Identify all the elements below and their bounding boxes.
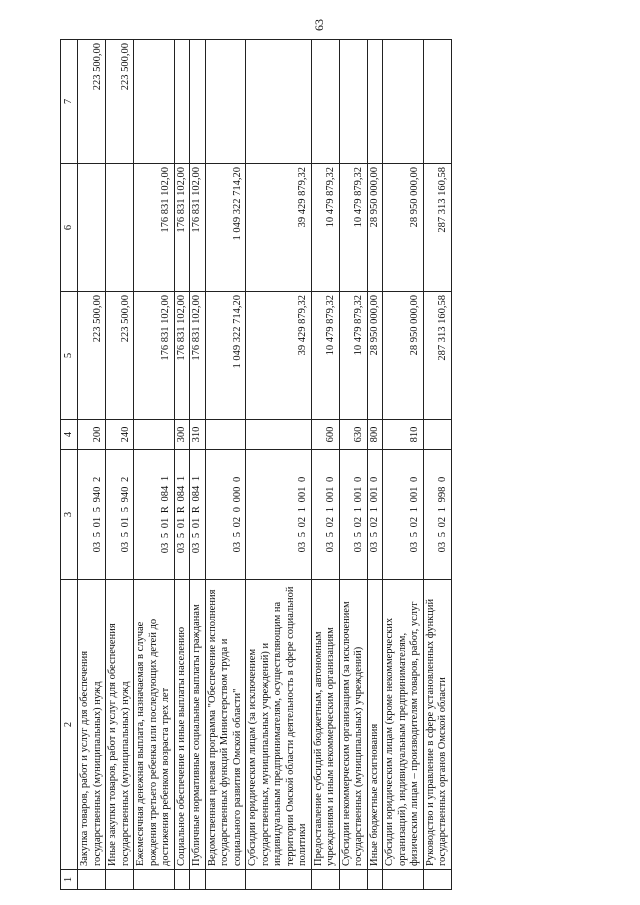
amount-col5-cell: 223 500,00 [78, 292, 106, 420]
budget-code-cell: 03 5 02 1 001 0 [339, 450, 367, 580]
amount-col5-cell: 287 313 160,58 [423, 292, 451, 420]
item-name-cell: Предоставление субсидий бюджетным, автономным учреждениям и иным некоммерческим организациям [311, 580, 339, 870]
row-number-cell [383, 870, 424, 890]
table-row [190, 40, 206, 890]
item-name-cell: Социальное обеспечение и иные выплаты населению [174, 580, 190, 870]
budget-code-cell: 03 5 01 5 940 2 [106, 450, 134, 580]
expense-type-cell: 800 [367, 420, 383, 450]
amount-col5-cell: 176 831 102,00 [190, 292, 206, 420]
amount-col5-cell: 176 831 102,00 [134, 292, 175, 420]
expense-type-cell [134, 420, 175, 450]
item-name-cell: Субсидии некоммерческим организациям (за исключением государственных (муниципальных) учреждений) [339, 580, 367, 870]
expense-type-cell: 630 [339, 420, 367, 450]
row-number-cell [423, 870, 451, 890]
budget-code-cell: 03 5 01 R 084 1 [190, 450, 206, 580]
amount-col5-cell: 10 479 879,32 [311, 292, 339, 420]
amount-col5-cell: 10 479 879,32 [339, 292, 367, 420]
amount-col7-cell [311, 40, 339, 164]
amount-col5-cell: 28 950 000,00 [367, 292, 383, 420]
expense-type-cell [205, 420, 246, 450]
row-number-cell [246, 870, 312, 890]
expense-type-cell: 310 [190, 420, 206, 450]
table-row [339, 40, 367, 890]
amount-col6-cell: 28 950 000,00 [367, 164, 383, 292]
amount-col7-cell [205, 40, 246, 164]
amount-col6-cell [78, 164, 106, 292]
table-row [246, 40, 312, 890]
amount-col5-cell: 176 831 102,00 [174, 292, 190, 420]
amount-col7-cell: 223 500,00 [78, 40, 106, 164]
amount-col6-cell [106, 164, 134, 292]
column-header-4: 4 [61, 420, 78, 450]
table-row [174, 40, 190, 890]
item-name-cell: Иные бюджетные ассигнования [367, 580, 383, 870]
amount-col6-cell: 176 831 102,00 [174, 164, 190, 292]
budget-code-cell: 03 5 02 1 001 0 [383, 450, 424, 580]
amount-col6-cell: 1 049 322 714,20 [205, 164, 246, 292]
item-name-cell: Ведомственная целевая программа "Обеспечение исполнения государственных функций Министерством труда и социального развития Омской области" [205, 580, 246, 870]
amount-col6-cell: 10 479 879,32 [339, 164, 367, 292]
column-number-row [61, 40, 78, 890]
item-name-cell: Субсидии юридическим лицам (за исключением государственных, муниципальных учреждений) и индивидуальным предпринимателям, осуществляющим на территории Омской области деятельность в сфере социальной политики [246, 580, 312, 870]
table-row [311, 40, 339, 890]
budget-code-cell: 03 5 02 1 998 0 [423, 450, 451, 580]
budget-code-cell: 03 5 01 R 084 1 [174, 450, 190, 580]
row-number-cell [311, 870, 339, 890]
budget-code-cell: 03 5 01 5 940 2 [78, 450, 106, 580]
row-number-cell [367, 870, 383, 890]
amount-col6-cell: 28 950 000,00 [383, 164, 424, 292]
expense-type-cell [423, 420, 451, 450]
expense-type-cell: 600 [311, 420, 339, 450]
expense-type-cell: 810 [383, 420, 424, 450]
row-number-cell [174, 870, 190, 890]
amount-col7-cell [190, 40, 206, 164]
amount-col5-cell: 223 500,00 [106, 292, 134, 420]
expense-type-cell: 240 [106, 420, 134, 450]
item-name-cell: Публичные нормативные социальные выплаты гражданам [190, 580, 206, 870]
amount-col7-cell [134, 40, 175, 164]
item-name-cell: Закупка товаров, работ и услуг для обеспечения государственных (муниципальных) нужд [78, 580, 106, 870]
budget-table [60, 39, 452, 890]
amount-col6-cell: 176 831 102,00 [190, 164, 206, 292]
budget-code-cell: 03 5 01 R 084 1 [134, 450, 175, 580]
table-row [205, 40, 246, 890]
item-name-cell: Ежемесячная денежная выплата, назначаемая в случае рождения третьего ребенка или последующих детей до достижения ребенком возраста трех лет [134, 580, 175, 870]
table-row [78, 40, 106, 890]
column-header-6: 6 [61, 164, 78, 292]
table-row [134, 40, 175, 890]
budget-code-cell: 03 5 02 1 001 0 [367, 450, 383, 580]
expense-type-cell [246, 420, 312, 450]
amount-col6-cell: 39 429 879,32 [246, 164, 312, 292]
table-row [367, 40, 383, 890]
amount-col7-cell [423, 40, 451, 164]
amount-col5-cell: 1 049 322 714,20 [205, 292, 246, 420]
amount-col7-cell [246, 40, 312, 164]
column-header-7: 7 [61, 40, 78, 164]
budget-code-cell: 03 5 02 1 001 0 [311, 450, 339, 580]
column-header-2: 2 [61, 580, 78, 870]
expense-type-cell: 200 [78, 420, 106, 450]
row-number-cell [339, 870, 367, 890]
budget-code-cell: 03 5 02 1 001 0 [246, 450, 312, 580]
table-row [383, 40, 424, 890]
amount-col5-cell: 28 950 000,00 [383, 292, 424, 420]
item-name-cell: Иные закупки товаров, работ и услуг для обеспечения государственных (муниципальных) нужд [106, 580, 134, 870]
amount-col7-cell [174, 40, 190, 164]
column-header-5: 5 [61, 292, 78, 420]
amount-col7-cell: 223 500,00 [106, 40, 134, 164]
item-name-cell: Руководство и управление в сфере установленных функций государственных органов Омской области [423, 580, 451, 870]
amount-col7-cell [339, 40, 367, 164]
row-number-cell [190, 870, 206, 890]
row-number-cell [205, 870, 246, 890]
expense-type-cell: 300 [174, 420, 190, 450]
rotated-content [60, 19, 578, 890]
table-row [423, 40, 451, 890]
page-number: 63 [312, 19, 326, 31]
amount-col7-cell [367, 40, 383, 164]
table-row [106, 40, 134, 890]
amount-col5-cell: 39 429 879,32 [246, 292, 312, 420]
amount-col7-cell [383, 40, 424, 164]
row-number-cell [78, 870, 106, 890]
row-number-cell [106, 870, 134, 890]
row-number-cell [134, 870, 175, 890]
amount-col6-cell: 10 479 879,32 [311, 164, 339, 292]
column-header-1: 1 [61, 870, 78, 890]
item-name-cell: Субсидии юридическим лицам (кроме некоммерческих организаций), индивидуальным предпринимателям, физическим лицам – производителям товаров, работ, услуг [383, 580, 424, 870]
amount-col6-cell: 287 313 160,58 [423, 164, 451, 292]
amount-col6-cell: 176 831 102,00 [134, 164, 175, 292]
column-header-3: 3 [61, 450, 78, 580]
budget-code-cell: 03 5 02 0 000 0 [205, 450, 246, 580]
